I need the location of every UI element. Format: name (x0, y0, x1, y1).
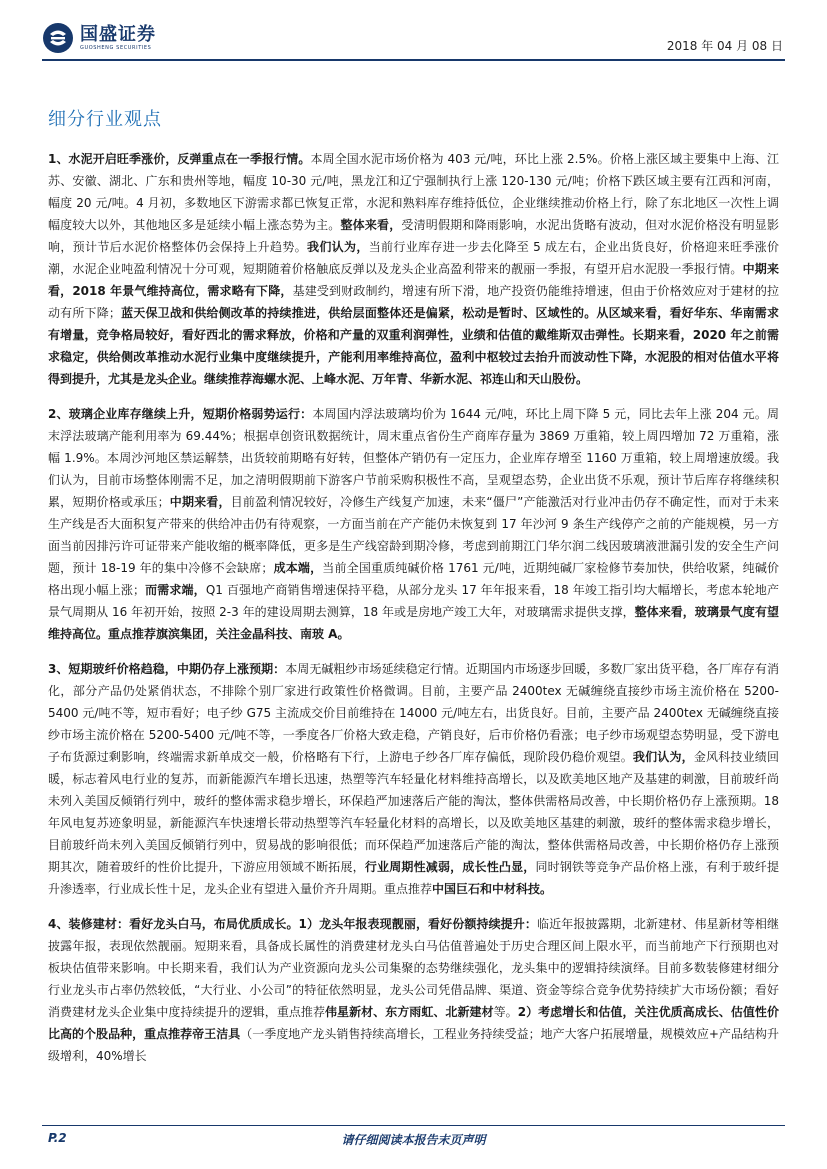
company-logo (42, 22, 156, 54)
report-body (48, 148, 779, 1080)
emphasis-text: 我们认为， (632, 750, 694, 764)
body-text: 基建受到财政制约，增速有所下滑，地产投资仍能维持增速，但由于价格效应对于建材的拉动有所下降； (48, 284, 780, 320)
guosheng-logo-icon (42, 22, 74, 54)
paragraph-cement (48, 148, 779, 390)
emphasis-text: 1、水泥开启旺季涨价，反弹重点在一季报行情。 (48, 152, 311, 166)
body-text: 当前行业库存进一步去化降至 5 成左右，企业出货良好，价格迎来旺季涨价潮，水泥企业吨盈利情况十分可观，短期随着价格触底反弹以及龙头企业高盈利带来的靓丽一季报，有望开启水泥股一季报行情。 (48, 240, 779, 276)
paragraph-fiberglass (48, 658, 779, 900)
body-text: 临近年报披露期，北新建材、伟星新材等相继披露年报，表现依然靓丽。短期来看，具备成长属性的消费建材龙头白马估值普遍处于历史合理区间上限水平，而当前地产下行预期也对板块估值带来影响。中长期来看，我们认为产业资源向龙头公司集聚的态势继续强化，龙头集中的逻辑持续演绎。目前多数装修建材细分行业龙头市占率仍然较低，“大行业、小公司”的特征依然明显，龙头公司凭借品牌、渠道、资金等综合竞争优势持续扩大市场份额；看好消费建材龙头企业集中度持续提升的逻辑，重点推荐 (48, 917, 779, 1019)
emphasis-text: 我们认为， (307, 240, 369, 254)
header-divider (42, 59, 785, 61)
body-text: 受清明假期和降雨影响，水泥出货略有波动，但对水泥价格没有明显影响，预计节后水泥价格整体仍会保持上升趋势。 (48, 218, 779, 254)
body-text: 等。 (493, 1005, 518, 1019)
footer-disclaimer: 请仔细阅读本报告末页声明 (341, 1133, 486, 1147)
body-text: 同时钢铁等竞争产品价格上涨，有利于玻纤提升渗透率，行业成长性十足，龙头企业有望进入量价齐升周期。重点推荐 (48, 860, 779, 896)
emphasis-text: 伟星新材、东方雨虹、北新建材 (325, 1005, 494, 1019)
emphasis-text: 中期来看， (169, 495, 231, 509)
page-header (0, 0, 827, 60)
section-title: 细分行业观点 (48, 109, 162, 130)
report-date: 2018 年 04 月 08 日 (666, 39, 783, 53)
emphasis-text: 2）考虑增长和估值，关注优质高成长、估值性价比高的个股品种，重点推荐帝王洁具 (48, 1005, 779, 1041)
paragraph-decor-materials (48, 913, 779, 1067)
body-text: 金风科技业绩回暖，标志着风电行业的复苏，而新能源汽车增长迅速，热塑等汽车轻量化材料维持高增长，以及欧美地区地产及基建的刺激，目前玻纤尚未列入美国反倾销行列中，玻纤的整体需求稳步增长，环保趋严加速落后产能的淘汰，整体供需格局改善，中长期价格仍存上涨预期。18 年风电复苏迹象明显，新能源汽车快速增长带动热塑等汽车轻量化材料的高增长，以及欧美地区基建的刺激，玻纤的整体需求稳步增长，目前玻纤尚未列入美国反倾销行列中，贸易战的影响很低；而环保趋严加速落后产能的淘汰，整体供需格局改善，中长期价格仍存上涨预期其次，随着玻纤的性价比提升，下游应用领域不断拓展， (48, 750, 779, 874)
body-text: 本周国内浮法玻璃均价为 1644 元/吨，环比上周下降 5 元，同比去年上涨 204 元。周末浮法玻璃产能利用率为 69.44%；根据卓创资讯数据统计，周末重点省份生产商库存量为 3869 万重箱，较上周四增加 72 万重箱，涨幅 1.9%。本周沙河地区禁运解禁，出货较前期略有好转，但整体产销仍有一定压力，企业库存增至 1160 万重箱，较上周增速放缓。我们认为，目前市场整体刚需不足，加之清明假期前下游客户节前采购积极性不高，呈观望态势，企业出货不乐观，预计节后库存将继续积累，短期价格或承压； (48, 407, 780, 509)
paragraph-glass (48, 403, 779, 645)
emphasis-text: 4、装修建材：看好龙头白马，布局优质成长。1）龙头年报表现靓丽，看好份额持续提升： (48, 917, 537, 931)
emphasis-text: 行业周期性减弱，成长性凸显， (364, 860, 536, 874)
emphasis-text: 蓝天保卫战和供给侧改革的持续推进，供给层面整体还是偏紧，松动是暂时、区域性的。从区域来看，看好华东、华南需求有增量，竞争格局较好，看好西北的需求释放，价格和产量的双重利润弹性，业绩和估值的戴维斯双击弹性。长期来看，2020 年之前需求稳定，供给侧改革推动水泥行业集中度继续提升，产能利用率维持高位，盈利中枢较过去抬升而波动性下降，水泥股的相对估值水平将得到提升，尤其是龙头企业。继续推荐海螺水泥、上峰水泥、万年青、华新水泥、祁连山和天山股份。 (48, 306, 779, 386)
page-number: P.2 (48, 1131, 67, 1145)
emphasis-text: 3、短期玻纤价格趋稳，中期仍存上涨预期： (48, 662, 286, 676)
emphasis-text: 中期来看，2018 年景气维持高位，需求略有下降， (48, 262, 779, 298)
body-text: 当前全国重质纯碱价格 1761 元/吨，近期纯碱厂家检修节奏加快，供给收紧，纯碱价格出现小幅上涨； (48, 561, 779, 597)
emphasis-text: 2、玻璃企业库存继续上升，短期价格弱势运行： (48, 407, 313, 421)
emphasis-text: 整体来看， (340, 218, 402, 232)
body-text: 目前盈利情况较好，冷修生产线复产加速，未来“僵尸”产能激活对行业冲击仍存不确定性，而对于未来生产线是否大面积复产带来的供给冲击仍有待观察，一方面当前在产产能仍未恢复到 17 年沙河 9 条生产线停产之前的产能规模，另一方面当前因排污许可证带来产能收缩的概率降低，更多是生产线窑龄到期冷修，考虑到前期江门华尔润二线因玻璃液泄漏引发的安全生产问题，预计 18-19 年的集中冷修不会缺席； (48, 495, 779, 575)
body-text: 本周无碱粗纱市场延续稳定行情。近期国内市场逐步回暖，多数厂家出货平稳，各厂库存有消化，部分产品仍处紧俏状态，不排除个别厂家进行政策性价格微调。目前，主要产品 2400tex 无碱缠绕直接纱市场主流价格在 5200-5400 元/吨不等，短市看好；电子纱 G75 主流成交价目前维持在 14000 元/吨左右，出货良好。目前，主要产品 2400tex 无碱缠绕直接纱市场主流价格在 5200-5400 元/吨不等，一季度各厂价格大致走稳，产销良好，后市价格仍看涨；电子纱市场观望态势明显，受下游电子布货源过剩影响，终端需求新单成交一般，价格略有下行，上游电子纱各厂库存偏低，现阶段仍稳价观望。 (48, 662, 779, 764)
emphasis-text: 整体来看，玻璃景气度有望维持高位。重点推荐旗滨集团，关注金晶科技、南玻 A。 (48, 605, 779, 641)
emphasis-text: 而需求端， (144, 583, 206, 597)
body-text: 本周全国水泥市场价格为 403 元/吨，环比上涨 2.5%。价格上涨区域主要集中上海、江苏、安徽、湖北、广东和贵州等地，幅度 10-30 元/吨，黑龙江和辽宁强制执行上涨 120-130 元/吨；价格下跌区域主要有江西和河南，幅度 20 元/吨。4 月初，多数地区下游需求都已恢复正常，水泥和熟料库存维持低位，企业继续推动价格上行，除了东北地区一次性上调幅度较大以外，其他地区多是延续小幅上涨态势为主。 (48, 152, 779, 232)
logo-name-cn: 国盛证券 (80, 23, 156, 45)
emphasis-text: 中国巨石和中材科技。 (432, 882, 553, 896)
emphasis-text: 成本端， (273, 561, 323, 575)
footer-divider (42, 1125, 785, 1126)
logo-name-en: GUOSHENG SECURITIES (80, 44, 152, 51)
body-text: Q1 百强地产商销售增速保持平稳，从部分龙头 17 年年报来看，18 年竣工指引均大幅增长，考虑本轮地产景气周期从 16 年初开始，按照 2-3 年的建设周期去测算，18 年或是房地产竣工大年，对玻璃需求提供支撑， (48, 583, 779, 619)
body-text: （一季度地产龙头销售持续高增长，工程业务持续受益；地产大客户拓展增量，规模效应+产品结构升级增利，40%增长 (48, 1027, 779, 1063)
